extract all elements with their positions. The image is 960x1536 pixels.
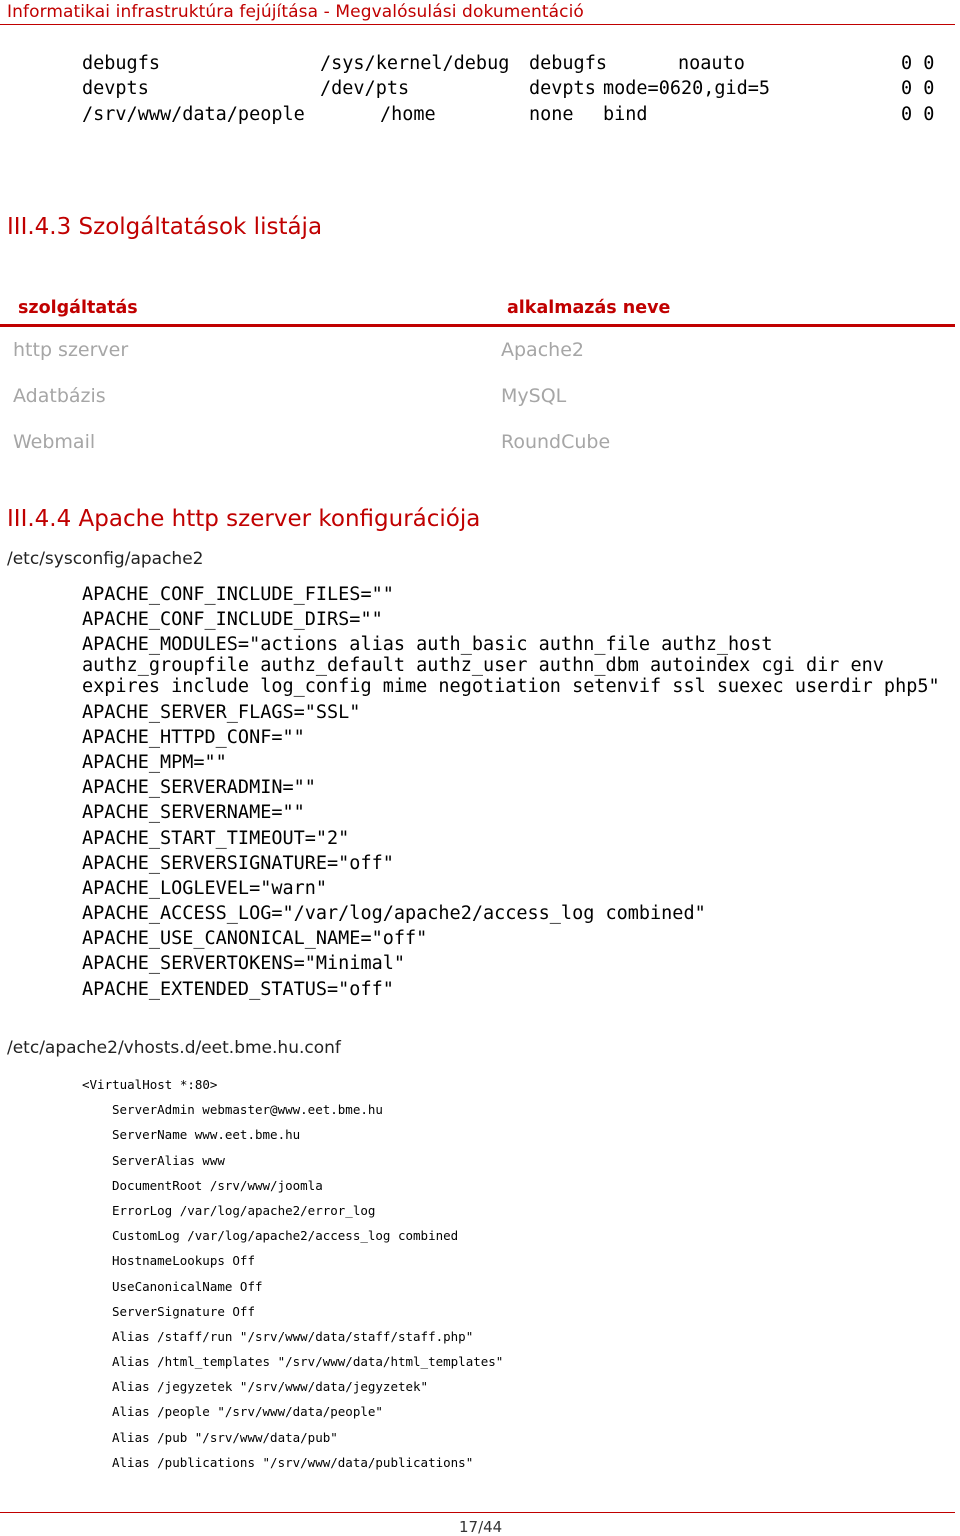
config-line: APACHE_SERVERADMIN="" <box>82 777 316 799</box>
services-table <box>0 296 955 465</box>
config-line: APACHE_SERVERNAME="" <box>82 802 305 824</box>
application-name: RoundCube <box>501 431 611 453</box>
config-line: APACHE_USE_CANONICAL_NAME="off" <box>82 928 428 950</box>
apache-section-title: III.4.4 Apache http szerver konfigurációja <box>7 506 481 532</box>
fstab-row <box>82 52 942 77</box>
table-row <box>0 373 955 419</box>
config-line: APACHE_SERVERTOKENS="Minimal" <box>82 953 406 975</box>
services-table-header <box>0 296 955 327</box>
config-line: APACHE_SERVER_FLAGS="SSL" <box>82 701 361 723</box>
header-divider <box>0 24 955 25</box>
vhost-directive: Alias /pub "/srv/www/data/pub" <box>112 1429 338 1445</box>
vhost-open-tag: <VirtualHost *:80> <box>82 1077 218 1092</box>
fstab-options: noauto <box>678 53 745 74</box>
config-line: APACHE_HTTPD_CONF="" <box>82 726 305 748</box>
fstab-dump-pass: 0 0 <box>901 78 935 100</box>
sysconfig-listing <box>82 584 942 1004</box>
vhost-directive: ErrorLog /var/log/apache2/error_log <box>112 1202 376 1218</box>
config-line: APACHE_MODULES="actions alias auth_basic authn_file authz_host authz_groupfile authz_default authz_user authn_dbm autoindex cgi dir env expires include log_config mime negotiation setenvif ssl suexec userdir php5" <box>82 634 940 698</box>
fstab-device: /srv/www/data/people <box>82 103 305 125</box>
config-line: APACHE_SERVERSIGNATURE="off" <box>82 852 394 874</box>
column-header-service: szolgáltatás <box>18 298 138 318</box>
vhost-directive: Alias /staff/run "/srv/www/data/staff/staff.php" <box>112 1328 474 1344</box>
config-line: APACHE_EXTENDED_STATUS="off" <box>82 978 394 1000</box>
fstab-options: mode=0620,gid=5 <box>603 78 771 100</box>
config-line: APACHE_LOGLEVEL="warn" <box>82 877 328 899</box>
application-name: MySQL <box>501 385 567 407</box>
fstab-dump-pass: 0 0 <box>901 103 935 125</box>
sysconfig-path: /etc/sysconfig/apache2 <box>7 549 204 569</box>
fstab-options: bind <box>603 103 648 125</box>
config-line: APACHE_MPM="" <box>82 751 227 773</box>
vhost-config-path: /etc/apache2/vhosts.d/eet.bme.hu.conf <box>7 1038 341 1058</box>
application-name: Apache2 <box>501 339 584 361</box>
service-name: Webmail <box>13 431 96 453</box>
config-line: APACHE_ACCESS_LOG="/var/log/apache2/access_log combined" <box>82 903 706 925</box>
vhost-listing <box>82 1077 503 1480</box>
fstab-dump-pass: 0 0 <box>901 53 935 74</box>
vhost-directive: Alias /people "/srv/www/data/people" <box>112 1404 383 1420</box>
fstab-device: devpts <box>82 78 149 100</box>
fstab-listing <box>82 52 942 128</box>
vhost-directive: ServerName www.eet.bme.hu <box>112 1127 301 1143</box>
vhost-directive: ServerAdmin webmaster@www.eet.bme.hu <box>112 1102 383 1118</box>
config-line: APACHE_CONF_INCLUDE_DIRS="" <box>82 609 383 631</box>
table-row <box>0 419 955 465</box>
config-line: APACHE_START_TIMEOUT="2" <box>82 827 350 849</box>
vhost-directive: Alias /html_templates "/srv/www/data/html_templates" <box>112 1354 504 1370</box>
vhost-directive: HostnameLookups Off <box>112 1253 255 1269</box>
column-header-application: alkalmazás neve <box>507 298 671 318</box>
fstab-type: none <box>529 103 574 125</box>
vhost-directive: UseCanonicalName Off <box>112 1278 263 1294</box>
fstab-row <box>82 77 942 102</box>
config-line: APACHE_CONF_INCLUDE_FILES="" <box>82 584 394 605</box>
vhost-directive: Alias /jegyzetek "/srv/www/data/jegyzetek" <box>112 1379 429 1395</box>
footer-divider <box>0 1512 955 1513</box>
vhost-directive: CustomLog /var/log/apache2/access_log combined <box>112 1228 459 1244</box>
vhost-directive: Alias /publications "/srv/www/data/publications" <box>112 1454 474 1470</box>
fstab-row <box>82 103 942 128</box>
vhost-directive: ServerSignature Off <box>112 1303 255 1319</box>
table-row <box>0 327 955 373</box>
fstab-device: debugfs <box>82 53 160 74</box>
service-name: Adatbázis <box>13 385 106 407</box>
vhost-directive: DocumentRoot /srv/www/joomla <box>112 1177 323 1193</box>
page-number: 17/44 <box>459 1518 503 1536</box>
vhost-directive: ServerAlias www <box>112 1152 225 1168</box>
fstab-mountpoint: /home <box>380 103 436 125</box>
fstab-mountpoint: /dev/pts <box>320 78 410 100</box>
document-header-title: Informatikai infrastruktúra fejújítása - Megvalósulási dokumentáció <box>7 2 584 22</box>
services-section-title: III.4.3 Szolgáltatások listája <box>7 214 323 240</box>
service-name: http szerver <box>13 339 129 361</box>
fstab-mountpoint: /sys/kernel/debug <box>320 53 510 74</box>
fstab-type: debugfs <box>529 53 607 74</box>
fstab-type: devpts <box>529 78 596 100</box>
